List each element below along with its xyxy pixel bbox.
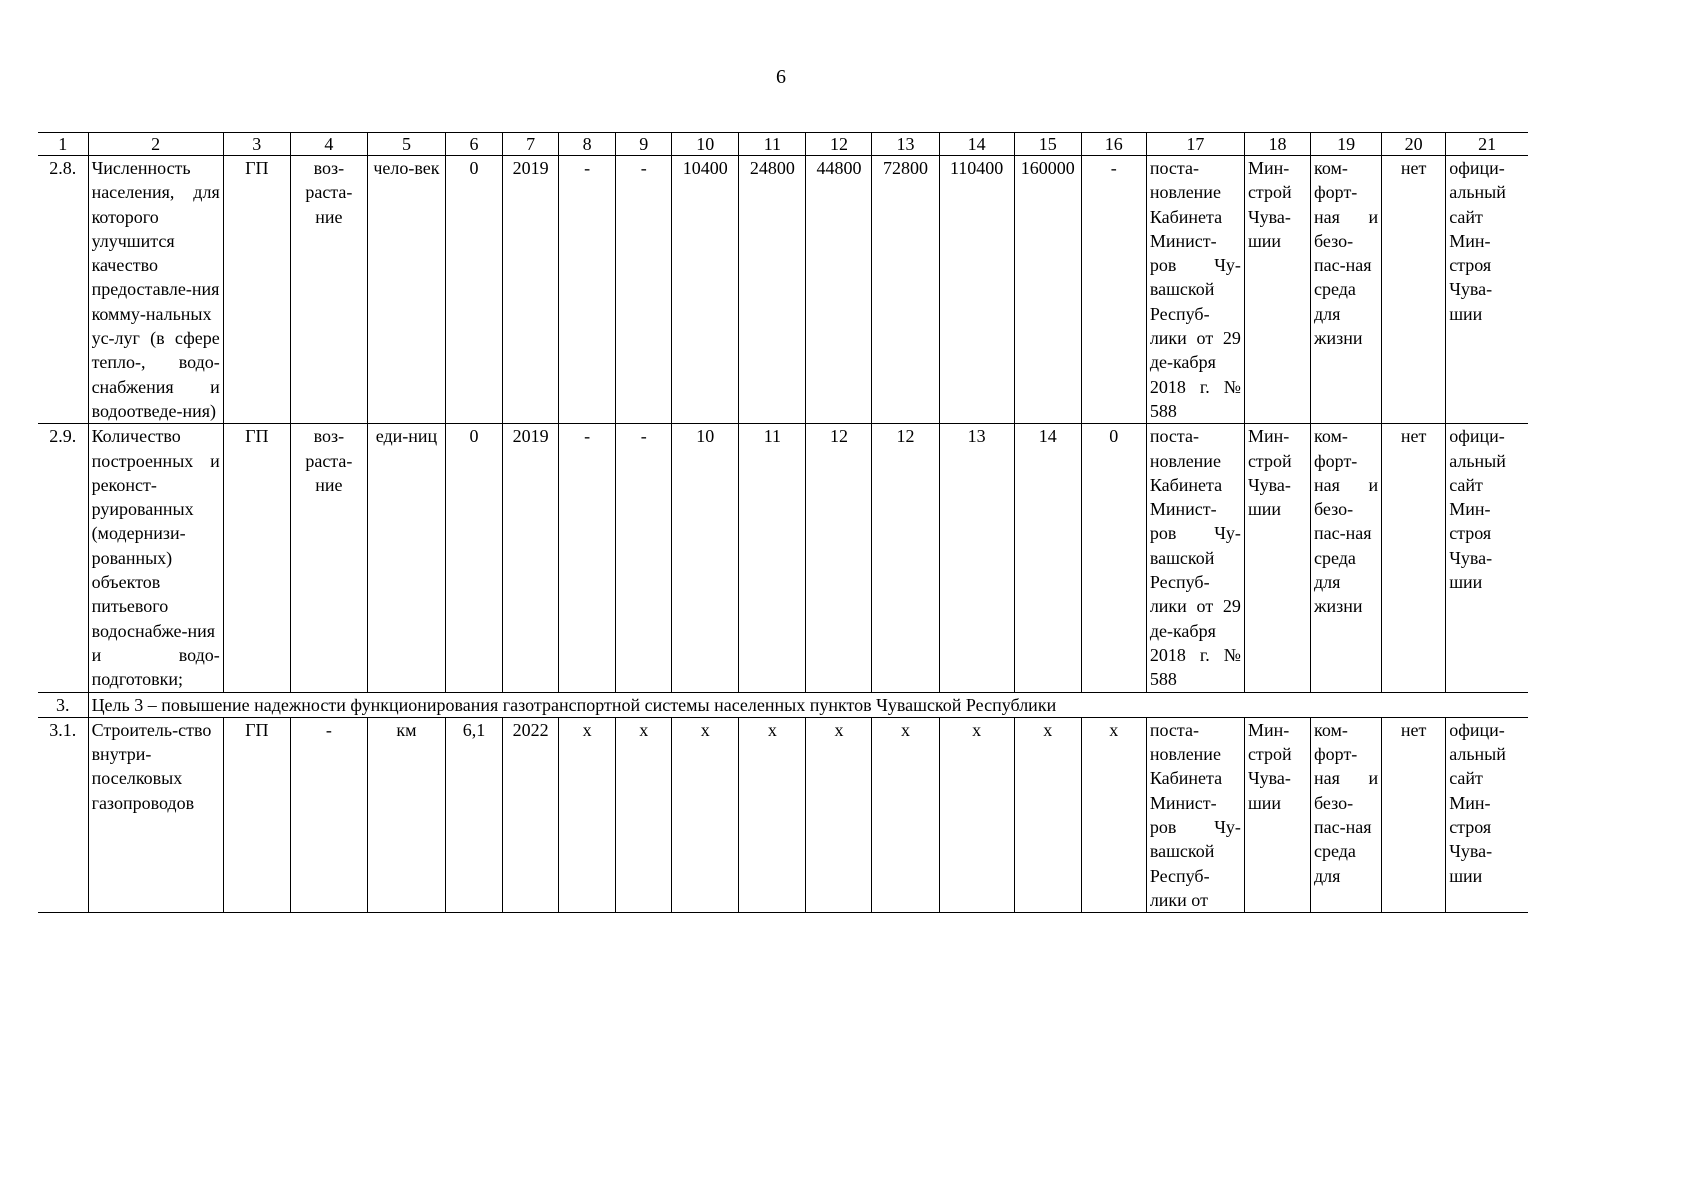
indicator-name: Строитель-ство внутри-поселковых газопроводов: [88, 717, 223, 912]
legal-basis: поста-новление Кабинета Минист-ров Чу-вашской Респуб-лики от 29 де-кабря 2018 г. № 588: [1146, 424, 1244, 692]
row-number: 2.8.: [38, 156, 88, 424]
cell: 44800: [806, 156, 872, 424]
cell: 10400: [672, 156, 739, 424]
cell: -: [559, 156, 616, 424]
cell: -: [1081, 156, 1146, 424]
col-header: 17: [1146, 133, 1244, 156]
col-header: 11: [739, 133, 806, 156]
cell: 13: [939, 424, 1014, 692]
goal-text: Цель 3 – повышение надежности функционирования газотранспортной системы населенных пунктов Чувашской Республики: [88, 692, 1528, 717]
cell: 6,1: [446, 717, 503, 912]
cell: воз-раста-ние: [290, 156, 367, 424]
cell: 0: [446, 424, 503, 692]
cell: 10: [672, 424, 739, 692]
cell: нет: [1382, 424, 1446, 692]
indicator-name: Количество построенных и реконст-руированных (модернизи-рованных) объектов питьевого водоснабже-ния и водо-подготовки;: [88, 424, 223, 692]
cell: х: [872, 717, 939, 912]
col-header: 14: [939, 133, 1014, 156]
cell: ГП: [223, 156, 290, 424]
responsible: Мин-строй Чува-шии: [1244, 156, 1310, 424]
cell: ГП: [223, 717, 290, 912]
col-header: 19: [1311, 133, 1382, 156]
cell: 0: [446, 156, 503, 424]
cell: 24800: [739, 156, 806, 424]
cell: х: [939, 717, 1014, 912]
cell: -: [290, 717, 367, 912]
cell: -: [616, 424, 672, 692]
cell: 2022: [503, 717, 559, 912]
cell: нет: [1382, 156, 1446, 424]
col-header: 1: [38, 133, 88, 156]
cell: 11: [739, 424, 806, 692]
cell: 12: [806, 424, 872, 692]
col-header: 15: [1014, 133, 1081, 156]
goal-number: 3.: [38, 692, 88, 717]
col-header: 18: [1244, 133, 1310, 156]
cell: 14: [1014, 424, 1081, 692]
info-source: офици-альный сайт Мин-строя Чува-шии: [1446, 424, 1528, 692]
col-header: 2: [88, 133, 223, 156]
col-header: 12: [806, 133, 872, 156]
col-header: 4: [290, 133, 367, 156]
row-number: 2.9.: [38, 424, 88, 692]
national-goal: ком-форт-ная и безо-пас-ная среда для: [1311, 717, 1382, 912]
national-goal: ком-форт-ная и безо-пас-ная среда для жизни: [1311, 424, 1382, 692]
col-header: 10: [672, 133, 739, 156]
cell: ГП: [223, 424, 290, 692]
col-header: 20: [1382, 133, 1446, 156]
col-header: 9: [616, 133, 672, 156]
cell: воз-раста-ние: [290, 424, 367, 692]
cell: х: [739, 717, 806, 912]
cell: 110400: [939, 156, 1014, 424]
responsible: Мин-строй Чува-шии: [1244, 717, 1310, 912]
cell: км: [367, 717, 445, 912]
goal-row: [38, 692, 1528, 717]
cell: чело-век: [367, 156, 445, 424]
table-row: [38, 424, 1528, 692]
col-header: 7: [503, 133, 559, 156]
cell: еди-ниц: [367, 424, 445, 692]
indicators-table: [38, 132, 1528, 913]
cell: 2019: [503, 156, 559, 424]
page-number: 6: [776, 66, 786, 88]
cell: 12: [872, 424, 939, 692]
col-header: 3: [223, 133, 290, 156]
cell: -: [616, 156, 672, 424]
table-row: [38, 717, 1528, 912]
info-source: офици-альный сайт Мин-строя Чува-шии: [1446, 717, 1528, 912]
header-row: [38, 133, 1528, 156]
cell: 2019: [503, 424, 559, 692]
cell: х: [1081, 717, 1146, 912]
cell: нет: [1382, 717, 1446, 912]
responsible: Мин-строй Чува-шии: [1244, 424, 1310, 692]
cell: 0: [1081, 424, 1146, 692]
col-header: 16: [1081, 133, 1146, 156]
cell: 160000: [1014, 156, 1081, 424]
row-number: 3.1.: [38, 717, 88, 912]
col-header: 21: [1446, 133, 1528, 156]
indicator-name: Численность населения, для которого улучшится качество предоставле-ния комму-нальных ус-луг (в сфере тепло-, водо-снабжения и водоотведе-ния): [88, 156, 223, 424]
cell: -: [559, 424, 616, 692]
col-header: 5: [367, 133, 445, 156]
cell: х: [616, 717, 672, 912]
cell: х: [559, 717, 616, 912]
cell: х: [1014, 717, 1081, 912]
cell: х: [672, 717, 739, 912]
cell: 72800: [872, 156, 939, 424]
col-header: 13: [872, 133, 939, 156]
col-header: 8: [559, 133, 616, 156]
legal-basis: поста-новление Кабинета Минист-ров Чу-вашской Респуб-лики от: [1146, 717, 1244, 912]
legal-basis: поста-новление Кабинета Минист-ров Чу-вашской Респуб-лики от 29 де-кабря 2018 г. № 588: [1146, 156, 1244, 424]
col-header: 6: [446, 133, 503, 156]
cell: х: [806, 717, 872, 912]
national-goal: ком-форт-ная и безо-пас-ная среда для жизни: [1311, 156, 1382, 424]
table-row: [38, 156, 1528, 424]
info-source: офици-альный сайт Мин-строя Чува-шии: [1446, 156, 1528, 424]
